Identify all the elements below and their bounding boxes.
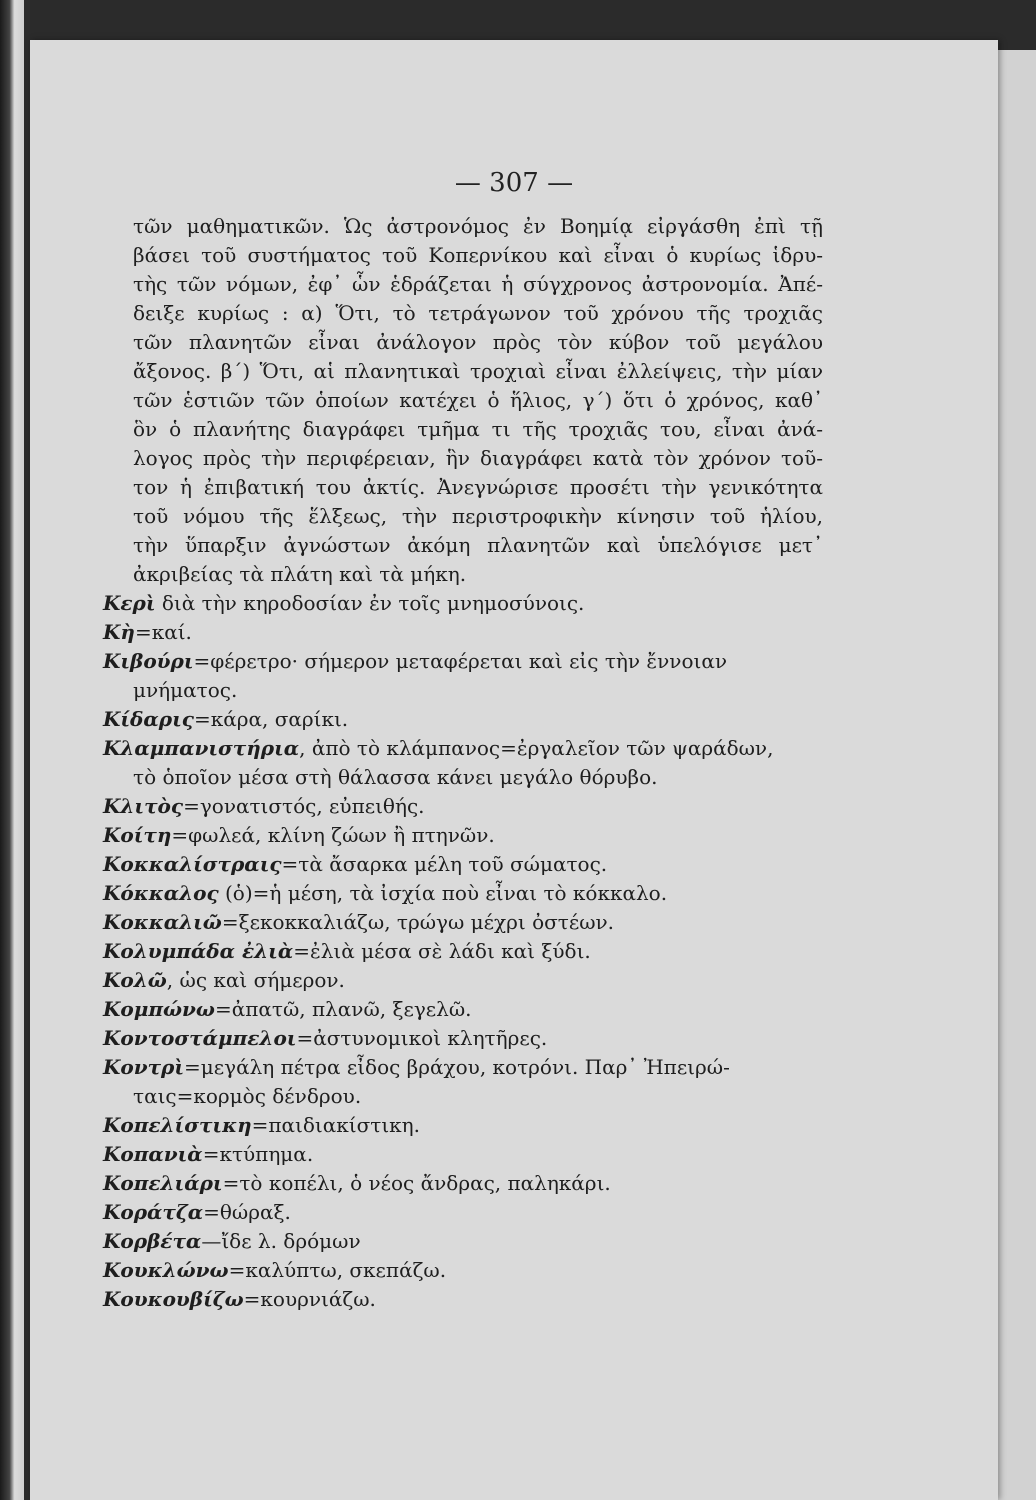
intro-line: τον ἡ ἐπιβατική του ἀκτίς. Ἀνεγνώρισε προσέτι τὴν γενικότητα [133, 475, 823, 499]
glossary-entry [103, 1198, 823, 1227]
entry-headword: Κιβούρι [103, 649, 194, 673]
glossary-entry [103, 1256, 823, 1285]
entry-definition: =τὰ ἄσαρκα μέλη τοῦ σώματος. [281, 852, 608, 876]
entry-definition: , ἀπὸ τὸ κλάμπανος=ἐργαλεῖον τῶν ψαράδων, [299, 736, 774, 760]
intro-line: ἄξονος. β΄) Ὅτι, αἱ πλανητικαὶ τροχιαὶ εἶναι ἐλλείψεις, τὴν μίαν [133, 359, 823, 383]
entry-definition: =τὸ κοπέλι, ὁ νέος ἄνδρας, παληκάρι. [222, 1171, 611, 1195]
entry-headword: Κοπελίστικη [103, 1113, 252, 1137]
entry-definition: =παιδιακίστικη. [251, 1113, 421, 1137]
glossary-entry [103, 647, 823, 705]
intro-line: τὴν ὕπαρξιν ἀγνώστων ἀκόμη πλανητῶν καὶ ὑπελόγισε μετ᾽ [133, 533, 823, 557]
entry-definition: =μεγάλη πέτρα εἶδος βράχου, κοτρόνι. Παρ᾽ Ἠπειρώ- [184, 1055, 730, 1079]
entry-definition: =θώραξ. [203, 1200, 291, 1224]
entry-headword: Κερὶ [103, 591, 156, 615]
glossary-entry [103, 1169, 823, 1198]
page-number: — 307 — [454, 168, 574, 198]
glossary-entry [103, 1024, 823, 1053]
glossary-entry [103, 1140, 823, 1169]
entry-headword: Κοράτζα [103, 1200, 204, 1224]
entry-definition: =φωλεά, κλίνη ζώων ἢ πτηνῶν. [171, 823, 495, 847]
intro-line: τοῦ νόμου τῆς ἕλξεως, τὴν περιστροφικὴν κίνησιν τοῦ ἡλίου, [133, 504, 823, 528]
glossary-entry [103, 908, 823, 937]
entry-headword: Κοίτη [103, 823, 172, 847]
glossary-entry [103, 1053, 823, 1111]
entry-headword: Κλιτὸς [103, 794, 184, 818]
glossary-entry [103, 850, 823, 879]
intro-line: βάσει τοῦ συστήματος τοῦ Κοπερνίκου καὶ εἶναι ὁ κυρίως ἱδρυ- [133, 243, 823, 267]
book-page [30, 40, 998, 1500]
intro-line: λογος πρὸς τὴν περιφέρειαν, ἣν διαγράφει κατὰ τὸν χρόνον τοῦ- [133, 446, 823, 470]
entry-definition: =ἐλιὰ μέσα σὲ λάδι καὶ ξύδι. [293, 939, 591, 963]
entry-continuation: ταις=κορμὸς δένδρου. [133, 1084, 362, 1108]
entry-headword: Κοκκαλιῶ [103, 910, 222, 934]
glossary-entry [103, 618, 823, 647]
entry-definition: =φέρετρο· σήμερον μεταφέρεται καὶ εἰς τὴν ἔννοιαν [193, 649, 727, 673]
entry-continuation: τὸ ὁποῖον μέσα στὴ θάλασσα κάνει μεγάλο θόρυβο. [133, 765, 658, 789]
entry-definition: =ξεκοκκαλιάζω, τρώγω μέχρι ὀστέων. [221, 910, 615, 934]
intro-line: δειξε κυρίως : α) Ὅτι, τὸ τετράγωνον τοῦ χρόνου τῆς τροχιᾶς [133, 301, 823, 325]
intro-line: τὴς τῶν νόμων, ἐφ᾽ ὧν ἑδράζεται ἡ σύγχρονος ἀστρονομία. Ἀπέ- [133, 272, 823, 296]
entry-definition: =κάρα, σαρίκι. [193, 707, 349, 731]
intro-line: τῶν πλανητῶν εἶναι ἀνάλογον πρὸς τὸν κύβον τοῦ μεγάλου [133, 330, 823, 354]
book-gutter [0, 0, 24, 1500]
glossary-entry [103, 1285, 823, 1314]
glossary-entry [103, 1227, 823, 1256]
entry-headword: Κολυμπάδα ἐλιὰ [103, 939, 294, 963]
entry-headword: Κόκκαλος [103, 881, 219, 905]
entry-headword: Κίδαρις [103, 707, 194, 731]
entry-definition: =καί. [134, 620, 192, 644]
intro-line: ὃν ὁ πλανήτης διαγράφει τμῆμα τι τῆς τροχιᾶς του, εἶναι ἀνά- [133, 417, 823, 441]
entry-headword: Κουκουβίζω [103, 1287, 244, 1311]
glossary-entry [103, 937, 823, 966]
entry-definition: =κτύπημα. [202, 1142, 314, 1166]
glossary-entry [103, 792, 823, 821]
entry-definition: =γονατιστός, εὐπειθής. [183, 794, 425, 818]
intro-line: τῶν ἑστιῶν τῶν ὁποίων κατέχει ὁ ἥλιος, γ΄) ὅτι ὁ χρόνος, καθ᾽ [133, 388, 823, 412]
entry-headword: Κοντοστάμπελοι [103, 1026, 297, 1050]
entry-headword: Κοπελιάρι [103, 1171, 223, 1195]
entry-definition: —ἴδε λ. δρόμων [201, 1229, 361, 1253]
entry-definition: =ἀπατῶ, πλανῶ, ξεγελῶ. [214, 997, 472, 1021]
entry-definition: =καλύπτω, σκεπάζω. [228, 1258, 447, 1282]
glossary-entry [103, 734, 823, 792]
entry-definition: =ἀστυνομικοὶ κλητῆρες. [296, 1026, 548, 1050]
entry-definition: (ὁ)=ἡ μέση, τὰ ἰσχία ποὺ εἶναι τὸ κόκκαλο. [218, 881, 668, 905]
intro-paragraph [133, 212, 823, 589]
glossary-entry [103, 589, 823, 618]
glossary-entry [103, 879, 823, 908]
intro-line: ἀκριβείας τὰ πλάτη καὶ τὰ μήκη. [133, 562, 467, 586]
intro-line: τῶν μαθηματικῶν. Ὡς ἀστρονόμος ἐν Βοημίᾳ εἰργάσθη ἐπὶ τῇ [133, 214, 823, 238]
page-text [103, 212, 823, 1314]
entry-headword: Κοκκαλίστραις [103, 852, 282, 876]
entry-definition: διὰ τὴν κηροδοσίαν ἐν τοῖς μνημοσύνοις. [155, 591, 585, 615]
glossary-entry [103, 821, 823, 850]
entry-headword: Κουκλώνω [103, 1258, 229, 1282]
glossary-entry [103, 1111, 823, 1140]
entry-continuation: μνήματος. [133, 678, 238, 702]
entry-headword: Κοπανιὰ [103, 1142, 203, 1166]
glossary-entry [103, 966, 823, 995]
entry-headword: Κλαμπανιστήρια [103, 736, 300, 760]
entry-definition: =κουρνιάζω. [243, 1287, 376, 1311]
entry-headword: Κὴ [103, 620, 135, 644]
entry-definition: , ὡς καὶ σήμερον. [166, 968, 345, 992]
glossary-entry [103, 995, 823, 1024]
glossary-entry [103, 705, 823, 734]
entry-headword: Κοντρὶ [103, 1055, 185, 1079]
entry-headword: Κολῶ [103, 968, 167, 992]
entry-headword: Κορβέτα [103, 1229, 202, 1253]
entry-headword: Κομπώνω [103, 997, 215, 1021]
